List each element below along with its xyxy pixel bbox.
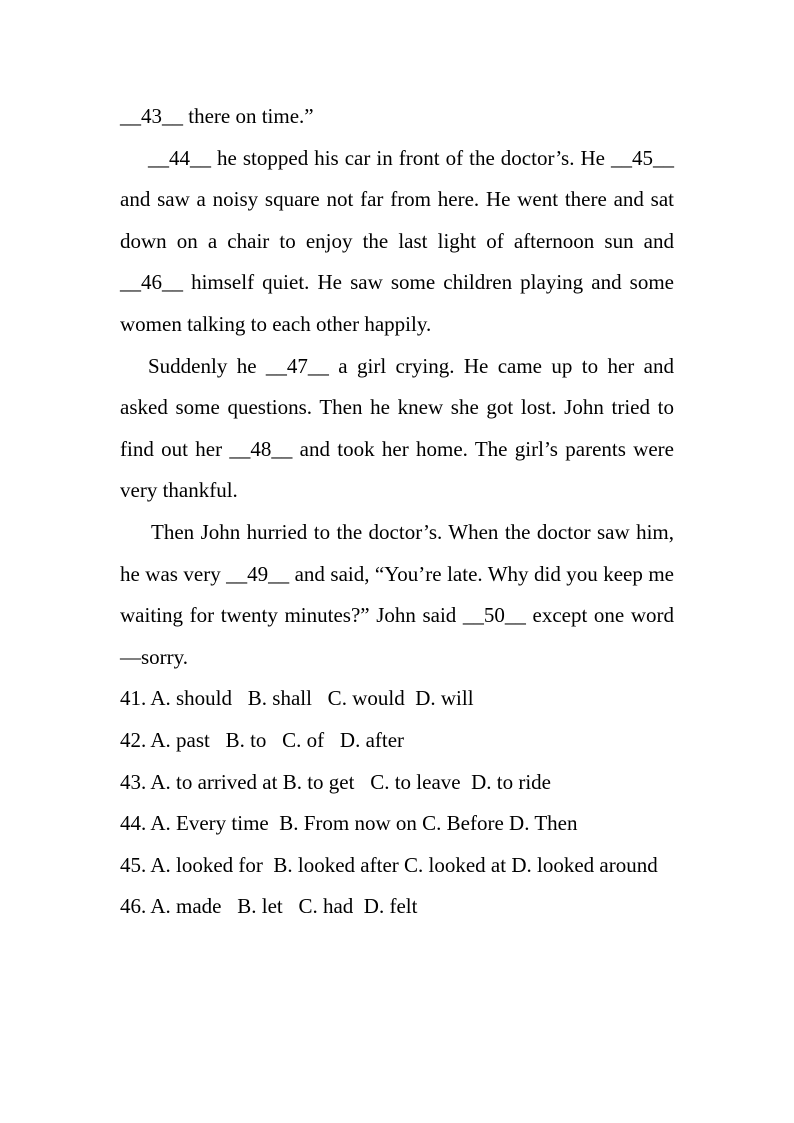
option-45: 45. A. looked for B. looked after C. looked at D. looked around <box>120 852 658 877</box>
option-42: 42. A. past B. to C. of D. after <box>120 727 405 752</box>
option-43: 43. A. to arrived at B. to get C. to leave D. to ride <box>120 769 551 794</box>
option-46: 46. A. made B. let C. had D. felt <box>120 894 418 919</box>
answer-options <box>120 678 674 928</box>
passage-paragraph-4: Then John hurried to the doctor’s. When the doctor saw him, he was very __49__ and said, “You’re late. Why did you keep me waiting for twenty minutes?” John said __50__ except one word—sorry. <box>120 519 674 669</box>
document-page <box>120 96 674 928</box>
option-44: 44. A. Every time B. From now on C. Before D. Then <box>120 811 578 836</box>
passage-paragraph-3: Suddenly he __47__ a girl crying. He came up to her and asked some questions. Then he knew she got lost. John tried to find out her __48__ and took her home. The girl’s parents were very thankful. <box>120 353 674 503</box>
passage-paragraph-2: __44__ he stopped his car in front of the doctor’s. He __45__ and saw a noisy square not far from here. He went there and sat down on a chair to enjoy the last light of afternoon sun and __46__ himself quiet. He saw some children playing and some women talking to each other happily. <box>120 145 674 336</box>
option-41: 41. A. should B. shall C. would D. will <box>120 686 474 711</box>
passage-paragraph-1: __43__ there on time.” <box>120 104 314 128</box>
